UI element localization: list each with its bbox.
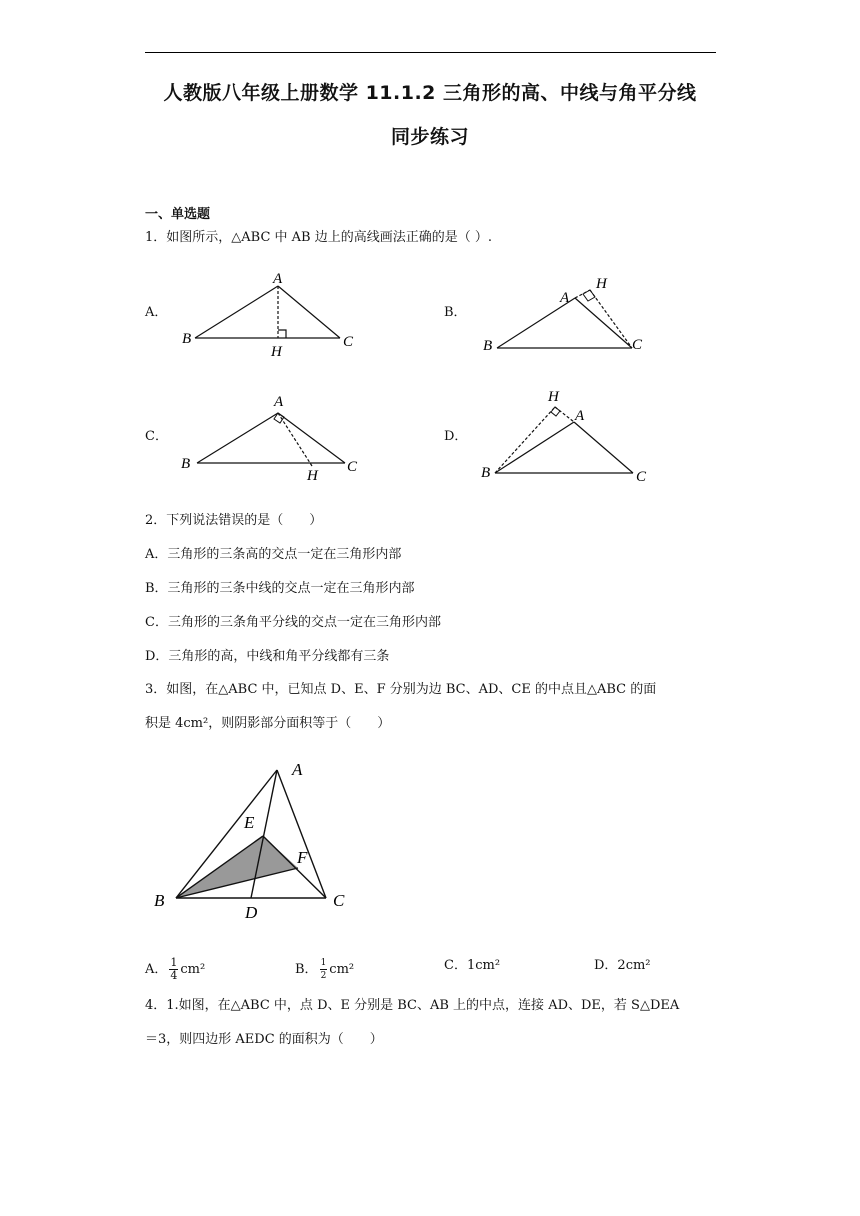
q1a-point-h: H bbox=[271, 344, 282, 360]
q1-figure-a bbox=[175, 268, 375, 363]
q1c-point-h: H bbox=[307, 468, 318, 484]
q2-option-d: D．三角形的高，中线和角平分线都有三条 bbox=[145, 649, 390, 664]
q2-option-a: A．三角形的三条高的交点一定在三角形内部 bbox=[145, 547, 402, 562]
q1d-point-h: H bbox=[548, 389, 559, 405]
q3-point-d: D bbox=[245, 903, 258, 922]
q1a-point-b: B bbox=[182, 331, 192, 347]
q1a-point-c: C bbox=[343, 334, 354, 350]
q3-stem-line1: 3．如图，在△ABC 中，已知点 D、E、F 分别为边 BC、AD、CE 的中点且△ABC 的面 bbox=[145, 682, 657, 697]
q1b-point-c: C bbox=[632, 337, 643, 353]
q3-option-a: A． $\frac{1}{4}$ cm² bbox=[145, 956, 206, 982]
q2-option-b: B．三角形的三条中线的交点一定在三角形内部 bbox=[145, 581, 415, 596]
q1-stem: 1．如图所示，△ABC 中 AB 边上的高线画法正确的是（ ）. bbox=[145, 230, 493, 245]
q1c-point-a: A bbox=[274, 394, 284, 410]
q1d-point-b: B bbox=[481, 465, 491, 481]
q1b-point-h: H bbox=[596, 276, 607, 292]
page-title: 人教版八年级上册数学 11.1.2 三角形的高、中线与角平分线 bbox=[163, 82, 697, 104]
q1c-point-b: B bbox=[181, 456, 191, 472]
q1-option-d-label: D． bbox=[444, 429, 468, 444]
q2-stem: 2．下列说法错误的是（ ） bbox=[145, 513, 323, 528]
q3-point-a: A bbox=[292, 760, 303, 779]
q1-option-c-label: C． bbox=[145, 429, 168, 444]
q3-option-c: C．1cm² bbox=[444, 958, 501, 973]
q1-figure-c bbox=[175, 388, 375, 488]
q3-point-b: B bbox=[154, 891, 165, 910]
q1-option-b-label: B． bbox=[444, 305, 467, 320]
q2-option-c: C．三角形的三条角平分线的交点一定在三角形内部 bbox=[145, 615, 441, 630]
q1b-point-a: A bbox=[560, 290, 570, 306]
q1-figure-d bbox=[478, 385, 678, 485]
q1-option-a-label: A． bbox=[145, 305, 168, 320]
q4-stem-line1: 4．1.如图，在△ABC 中，点 D、E 分别是 BC、AB 上的中点，连接 AD、DE，若 S△DEA bbox=[145, 998, 680, 1013]
q3-point-c: C bbox=[333, 891, 345, 910]
q3-option-d: D．2cm² bbox=[594, 958, 651, 973]
q1b-point-b: B bbox=[483, 338, 493, 354]
q3-point-e: E bbox=[244, 813, 255, 832]
q1a-point-a: A bbox=[273, 271, 283, 287]
section-heading: 一、单选题 bbox=[145, 207, 211, 222]
q3-option-b: B． $\frac{1}{2}$ cm² bbox=[295, 958, 355, 981]
q1-figure-b bbox=[480, 268, 680, 363]
header-rule bbox=[145, 52, 716, 53]
q3-point-f: F bbox=[297, 848, 308, 867]
q3-figure bbox=[150, 750, 370, 930]
page-subtitle: 同步练习 bbox=[390, 126, 469, 148]
q1d-point-a: A bbox=[575, 408, 585, 424]
q1c-point-c: C bbox=[347, 459, 358, 475]
q1d-point-c: C bbox=[636, 469, 647, 485]
q3-stem-line2: 积是 4cm²，则阴影部分面积等于（ ） bbox=[145, 716, 391, 731]
q4-stem-line2: ＝3，则四边形 AEDC 的面积为（ ） bbox=[145, 1032, 383, 1047]
